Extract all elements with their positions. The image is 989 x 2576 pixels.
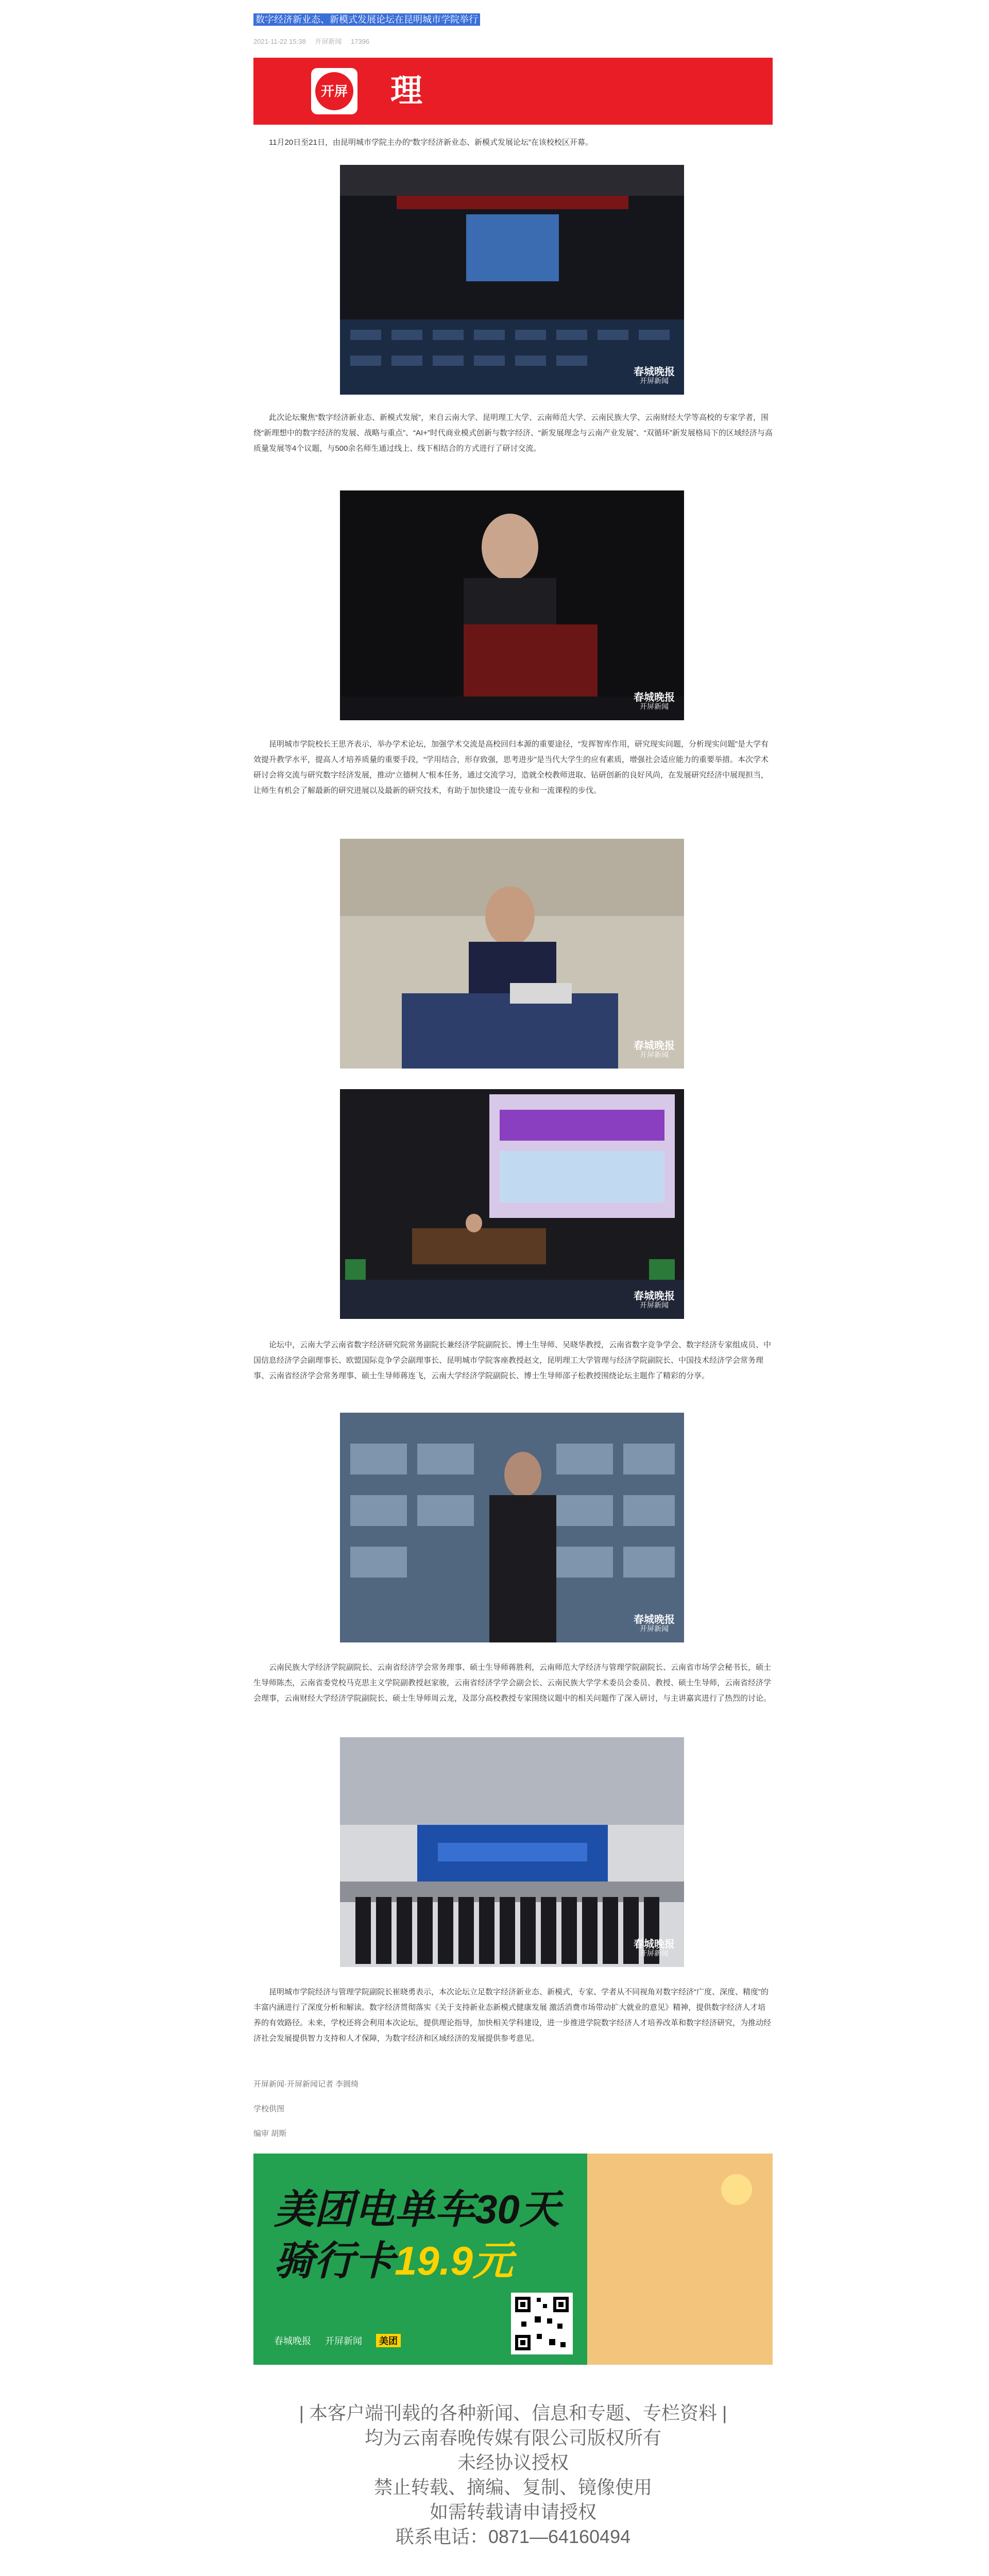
ad-brand-chengcheng: 春城晚报 bbox=[274, 2336, 311, 2346]
photo-speaker-desk-image bbox=[340, 839, 684, 1069]
sun-icon bbox=[721, 2174, 752, 2205]
kaiping-logo bbox=[311, 68, 357, 114]
ad-headline-1: 美团电单车30天 bbox=[274, 2187, 560, 2232]
banner-word: 理 bbox=[390, 73, 427, 109]
article-source: 开屏新闻 bbox=[315, 38, 342, 45]
photo-group-picture-image bbox=[340, 1737, 684, 1967]
review-line: 编审 胡斯 bbox=[253, 2129, 287, 2138]
article-date: 2021-11-22 15:38 bbox=[253, 38, 306, 45]
photo-watermark: 春城晚报 开屏新闻 bbox=[634, 1613, 675, 1633]
photo-audience-question bbox=[340, 1413, 684, 1642]
photo-stage-screen bbox=[340, 1089, 684, 1319]
paragraph-4: 论坛中，云南大学云南省数字经济研究院常务副院长兼经济学院副院长、博士生导师、吴晓华教授，云南省数字竞争学会、数字经济专家组成员、中国信息经济学会副理事长、欧盟国际竞争学会副理事长、昆明城市学院客座教授赵文，昆明理工大学管理与经济学院副院长、中国技术经济学会常务理事、云南省经济学会常务理事、硕士生导师蒋连飞，云南大学经济学院副院长、博士生导师邵子松教授围绕论坛主题作了精彩的分享。 bbox=[253, 1341, 772, 1380]
ad-price: 19.9元 bbox=[395, 2238, 513, 2283]
paragraph-2: 此次论坛聚焦“数字经济新业态、新模式发展”，来自云南大学、昆明理工大学、云南师范大学、云南民族大学、云南财经大学等高校的专家学者，围绕“新理想中的数字经济的发展、战略与重点”、“AI+”时代商业模式创新与数字经济、“新发展理念与云南产业发展”、“双循环”新发展格局下的区域经济与高质量发展等4个议题，与500余名师生通过线上、线下相结合的方式进行了研讨交流。 bbox=[253, 413, 773, 453]
photo-speaker-podium bbox=[340, 490, 684, 720]
photo-group-picture bbox=[340, 1737, 684, 1967]
copyright-line-5: 如需转载请申请授权 bbox=[429, 2501, 596, 2522]
ad-brand-meituan: 美团 bbox=[376, 2334, 401, 2347]
paragraph-3: 昆明城市学院校长王思齐表示，举办学术论坛，加强学术交流是高校回归本源的重要途径，“发挥智库作用，研究现实问题，分析现实问题”是大学有效提升教学水平，提高人才培养质量的重要手段，“学用结合，形存致强，思考进步”是当代大学生的应有素质，增强社会适应能力的重要举措。本次学术研讨会将交流与研究数字经济发展，推动“立德树人”根本任务，通过交流学习，造就全校教师进取、钻研创新的良好风尚，在发展研究经济中展现担当，让师生有机会了解最新的研究进展以及最新的研究技术，有助于加快建设一流专业和一流课程的步伐。 bbox=[253, 740, 769, 795]
photo-audience-question-image bbox=[340, 1413, 684, 1642]
photo-watermark: 春城晚报 开屏新闻 bbox=[634, 1290, 675, 1309]
copyright-line-4: 禁止转载、摘编、复制、镜像使用 bbox=[373, 2477, 652, 2498]
ad-illustration bbox=[587, 2154, 773, 2365]
copyright-notice bbox=[253, 2401, 773, 2549]
photo-watermark: 春城晚报 开屏新闻 bbox=[634, 691, 675, 710]
photo-watermark: 春城晚报 开屏新闻 bbox=[634, 365, 675, 385]
photo-watermark: 春城晚报 开屏新闻 bbox=[634, 1938, 675, 1957]
photo-speaker-desk bbox=[340, 839, 684, 1069]
photo-forum-hall-image bbox=[340, 165, 684, 395]
photo-credit-line: 学校供图 bbox=[253, 2105, 285, 2113]
photo-speaker-podium-image bbox=[340, 490, 684, 720]
copyright-line-2: 均为云南春晚传媒有限公司版权所有 bbox=[364, 2427, 661, 2448]
copyright-line-6: 联系电话：0871—64160494 bbox=[395, 2526, 631, 2547]
editor-line: 开屏新闻·开屏新闻记者 李圆绮 bbox=[253, 2080, 359, 2089]
header-banner bbox=[253, 58, 773, 125]
paragraph-1: 11月20日至21日，由昆明城市学院主办的“数字经济新业态、新模式发展论坛”在该校校区开幕。 bbox=[269, 138, 593, 147]
ad-headline-2: 骑行卡19.9元 bbox=[274, 2238, 513, 2283]
copyright-line-3: 未经协议授权 bbox=[457, 2452, 569, 2473]
ad-qr-code[interactable] bbox=[511, 2293, 573, 2354]
logo-text: 开屏 bbox=[315, 72, 353, 110]
article-meta bbox=[253, 36, 377, 46]
ad-brand-strip bbox=[274, 2334, 412, 2347]
ad-qr-code-icon bbox=[511, 2293, 573, 2354]
ad-brand-kaiping: 开屏新闻 bbox=[325, 2336, 363, 2346]
photo-forum-hall bbox=[340, 165, 684, 395]
photo-stage-screen-image bbox=[340, 1089, 684, 1319]
meituan-ad-banner[interactable] bbox=[253, 2154, 773, 2365]
paragraph-5: 云南民族大学经济学院副院长、云南省经济学会常务理事、硕士生导师蒋胜利，云南师范大学经济与管理学院副院长、云南省市场学会秘书长，硕士生导师陈杰，云南省委党校马克思主义学院副教授赵家骏，云南省经济学学会副会长、云南民族大学学术委员会委员、教授、硕士生导师，云南省经济学会理事，云南财经大学经济学院副院长、硕士生导师周云龙，及部分高校教授专家围绕议题中的相关问题作了深入研讨，与主讲嘉宾进行了热烈的讨论。 bbox=[253, 1663, 772, 1703]
article-views: 17396 bbox=[350, 38, 370, 45]
photo-watermark: 春城晚报 开屏新闻 bbox=[634, 1039, 675, 1059]
copyright-line-1: | 本客户端刊载的各种新闻、信息和专题、专栏资料 | bbox=[299, 2402, 727, 2424]
paragraph-6: 昆明城市学院经济与管理学院副院长崔晓勇表示，本次论坛立足数字经济新业态、新模式，专家、学者从不同视角对数字经济“广度、深度、精度”的丰富内涵进行了深度分析和解读。数字经济贯彻落实《关于支持新业态新模式健康发展 激活消费市场带动扩大就业的意见》精神，提供数字经济人才培养的有效路径。未来，学校还将会利用本次论坛，提供理论指导，加快相关学科建设，进一步推进学院数字经济人才培养改革和数字经济研究，为推动经济社会发展提供智力支持和人才保障，为数字经济和区域经济的发展提供参考意见。 bbox=[253, 1988, 772, 2043]
article-title: 数字经济新业态、新模式发展论坛在昆明城市学院举行 bbox=[253, 13, 480, 26]
